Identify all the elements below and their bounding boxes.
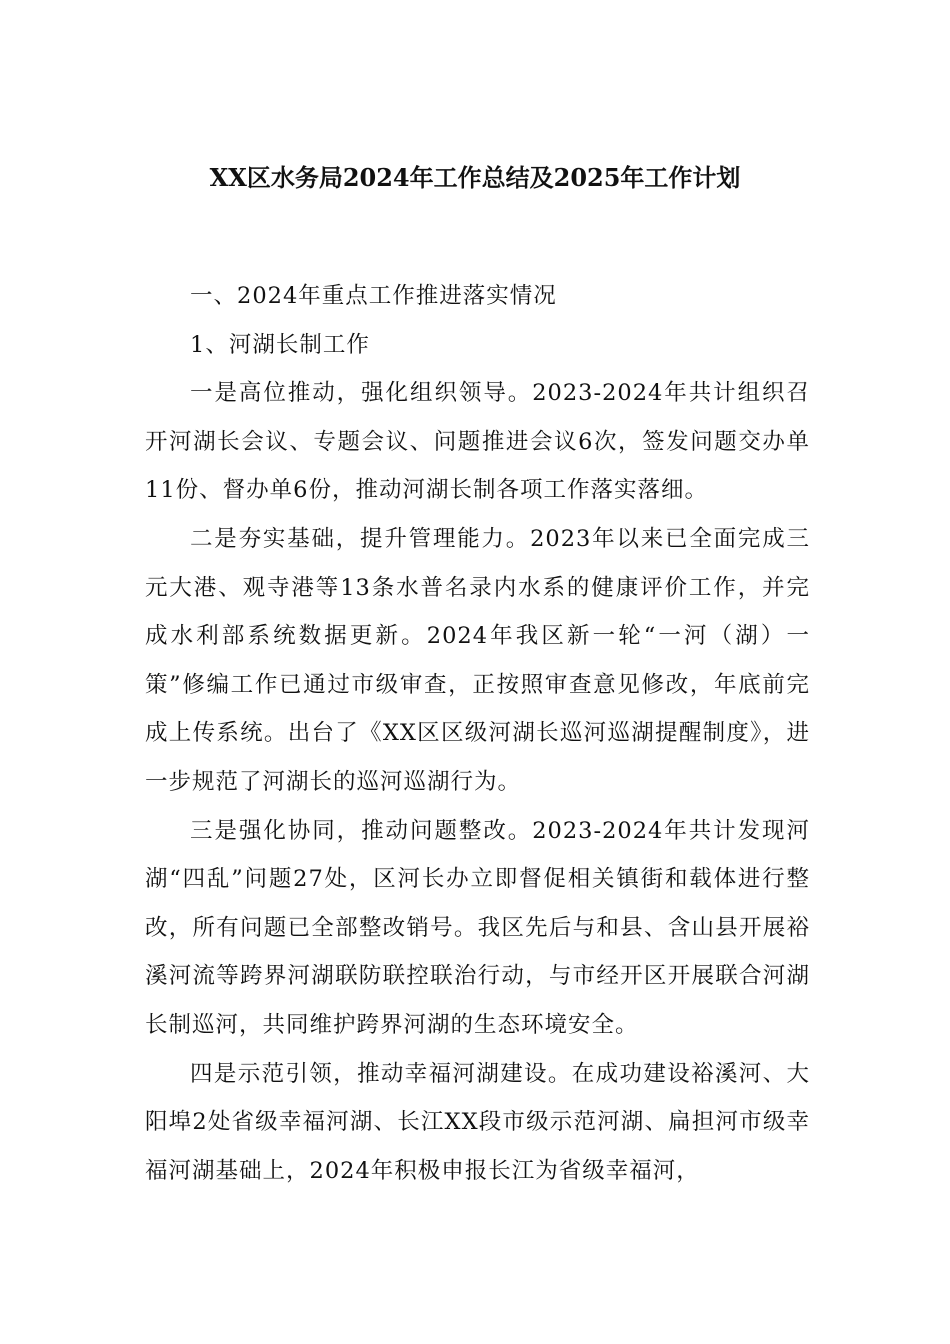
document-title: XX区水务局2024年工作总结及2025年工作计划 [209, 163, 741, 192]
paragraph-3: 三是强化协同，推动问题整改。2023-2024年共计发现河湖“四乱”问题27处，区河长办立即督促相关镇街和载体进行整改，所有问题已全部整改销号。我区先后与和县、含山县开展裕溪河流等跨界河湖联防联控联治行动，与市经开区开展联合河湖长制巡河，共同维护跨界河湖的生态环境安全。 [145, 817, 810, 1038]
subsection-heading: 1、河湖长制工作 [190, 331, 370, 358]
document-body [145, 272, 810, 1195]
section-heading: 一、2024年重点工作推进落实情况 [190, 283, 557, 309]
paragraph-2: 二是夯实基础，提升管理能力。2023年以来已全面完成三元大港、观寺港等13条水普名录内水系的健康评价工作，并完成水利部系统数据更新。2024年我区新一轮“一河（湖）一策”修编工作已通过市级审查，正按照审查意见修改，年底前完成上传系统。出台了《XX区区级河湖长巡河巡湖提醒制度》，进一步规范了河湖长的巡河巡湖行为。 [145, 525, 810, 795]
paragraph-1: 一是高位推动，强化组织领导。2023-2024年共计组织召开河湖长会议、专题会议、问题推进会议6次，签发问题交办单11份、督办单6份，推动河湖长制各项工作落实落细。 [145, 380, 810, 504]
paragraph-4: 四是示范引领，推动幸福河湖建设。在成功建设裕溪河、大阳埠2处省级幸福河湖、长江XX段市级示范河湖、扁担河市级幸福河湖基础上，2024年积极申报长江为省级幸福河， [145, 1060, 810, 1184]
